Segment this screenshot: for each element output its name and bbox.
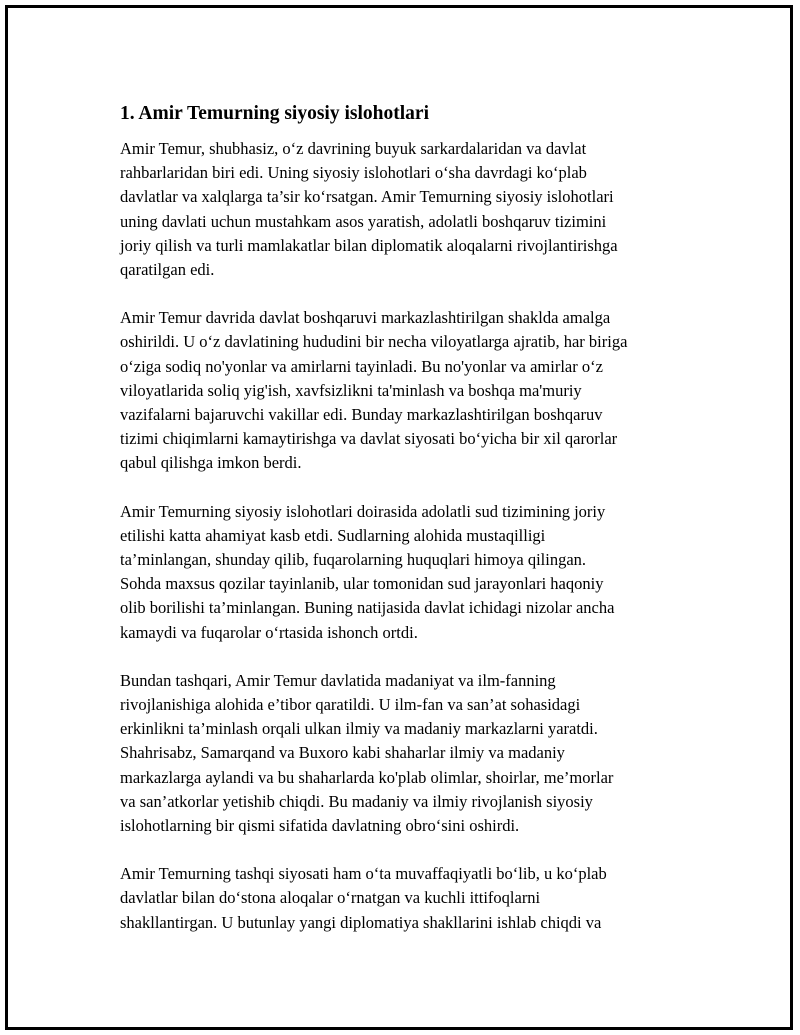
text-line: tizimi chiqimlarni kamaytirishga va davlat siyosati bo‘yicha bir xil qarorlar bbox=[120, 429, 618, 449]
text-line: qaratilgan edi. bbox=[120, 260, 215, 280]
text-line: viloyatlarida soliq yig'ish, xavfsizlikni ta'minlash va boshqa ma'muriy bbox=[120, 380, 582, 400]
text-line: Amir Temurning siyosiy islohotlari doirasida adolatli sud tizimining joriy bbox=[120, 501, 606, 521]
text-line: rivojlanishiga alohida e’tibor qaratildi. U ilm-fan va san’at sohasidagi bbox=[120, 695, 581, 715]
text-line: markazlarga aylandi va bu shaharlarda ko'plab olimlar, shoirlar, me’morlar bbox=[120, 767, 614, 787]
text-line: davlatlar bilan do‘stona aloqalar o‘rnatgan va kuchli ittifoqlarni bbox=[120, 888, 541, 908]
text-line: Shahrisabz, Samarqand va Buxoro kabi shaharlar ilmiy va madaniy bbox=[120, 743, 565, 763]
paragraph-2 bbox=[120, 306, 700, 475]
text-line: Sohda maxsus qozilar tayinlanib, ular tomonidan sud jarayonlari haqoniy bbox=[120, 574, 604, 594]
text-line: shakllantirgan. U butunlay yangi diplomatiya shakllarini ishlab chiqdi va bbox=[120, 912, 602, 932]
text-line: uning davlati uchun mustahkam asos yaratish, adolatli boshqaruv tizimini bbox=[120, 211, 607, 231]
text-line: ta’minlangan, shunday qilib, fuqarolarning huquqlari himoya qilingan. bbox=[120, 550, 587, 570]
text-line: oshirildi. U o‘z davlatining hududini bir necha viloyatlarga ajratib, har biriga bbox=[120, 332, 628, 352]
text-line: kamaydi va fuqarolar o‘rtasida ishonch ortdi. bbox=[120, 622, 418, 642]
text-line: vazifalarni bajaruvchi vakillar edi. Bunday markazlashtirilgan boshqaruv bbox=[120, 405, 603, 425]
text-line: erkinlikni ta’minlash orqali ulkan ilmiy va madaniy markazlarni yaratdi. bbox=[120, 719, 598, 739]
text-line: Amir Temur, shubhasiz, o‘z davrining buyuk sarkardalaridan va davlat bbox=[120, 139, 587, 158]
text-line: davlatlar va xalqlarga ta’sir ko‘rsatgan. Amir Temurning siyosiy islohotlari bbox=[120, 187, 614, 207]
text-line: o‘ziga sodiq no'yonlar va amirlarni tayinladi. Bu no'yonlar va amirlar o‘z bbox=[120, 356, 603, 376]
text-line: qabul qilishga imkon berdi. bbox=[120, 453, 302, 473]
text-line: etilishi katta ahamiyat kasb etdi. Sudlarning alohida mustaqilligi bbox=[120, 525, 546, 545]
text-line: Bundan tashqari, Amir Temur davlatida madaniyat va ilm-fanning bbox=[120, 670, 556, 690]
paragraph-4 bbox=[120, 669, 700, 838]
paragraph-5 bbox=[120, 862, 700, 935]
text-line: va san’atkorlar yetishib chiqdi. Bu madaniy va ilmiy rivojlanish siyosiy bbox=[120, 791, 593, 811]
section-heading: 1. Amir Temurning siyosiy islohotlari bbox=[120, 103, 429, 124]
text-line: rahbarlaridan biri edi. Uning siyosiy islohotlari o‘sha davrdagi ko‘plab bbox=[120, 163, 587, 183]
text-line: joriy qilish va turli mamlakatlar bilan diplomatik aloqalarni rivojlantirishga bbox=[120, 235, 618, 255]
page-frame bbox=[5, 5, 793, 1030]
text-line: olib borilishi ta’minlangan. Buning natijasida davlat ichidagi nizolar ancha bbox=[120, 598, 615, 618]
text-line: islohotlarning bir qismi sifatida davlatning obro‘sini oshirdi. bbox=[120, 816, 520, 836]
text-line: Amir Temur davrida davlat boshqaruvi markazlashtirilgan shaklda amalga bbox=[120, 308, 611, 328]
document-body bbox=[120, 100, 700, 959]
paragraph-1 bbox=[120, 137, 700, 282]
text-line: Amir Temurning tashqi siyosati ham o‘ta muvaffaqiyatli bo‘lib, u ko‘plab bbox=[120, 864, 607, 884]
paragraph-3 bbox=[120, 500, 700, 645]
